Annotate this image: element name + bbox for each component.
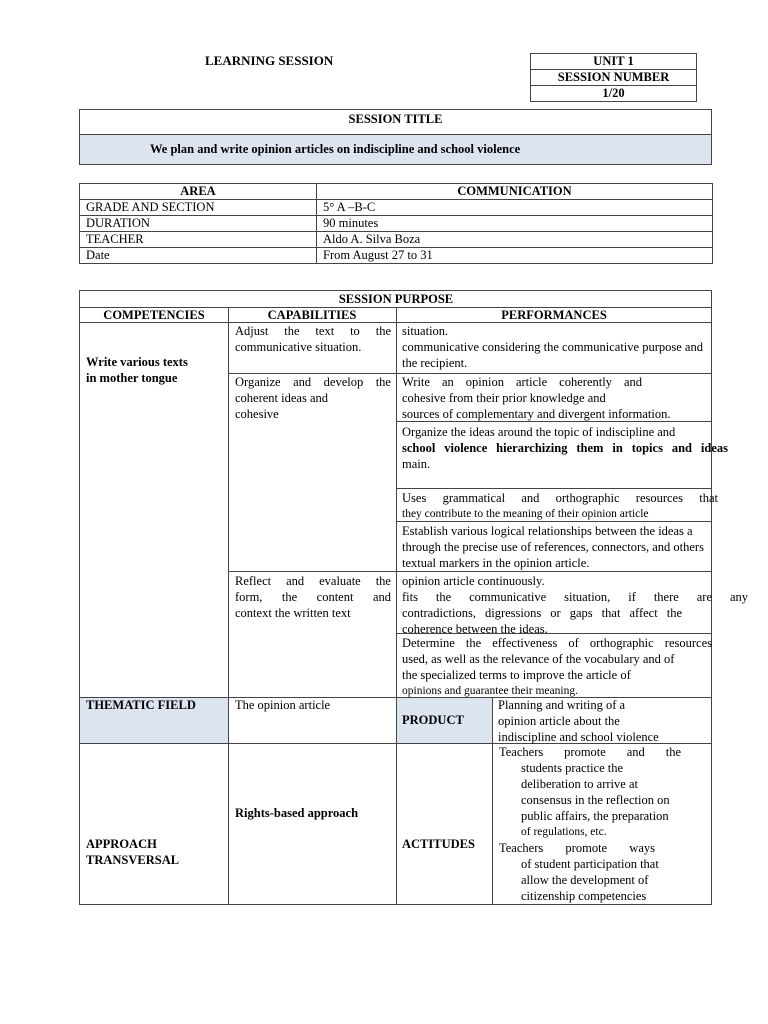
info-row-label: GRADE AND SECTION [80, 200, 317, 216]
thematic-field-value: The opinion article [235, 698, 331, 712]
capability-1: Adjust the text to the communicative situation. [235, 324, 391, 354]
performance-5: Establish various logical relationships between the ideas a through the precise use of references, connectors, and others textual markers in the opinion article. [402, 524, 704, 570]
performance-1: situation. communicative considering the communicative purpose and the recipient. [402, 324, 703, 370]
attitudes-1: Teachers promote and the students practice the deliberation to arrive at consensus in the reflection on public affairs, the preparation of regulations, etc. [499, 745, 681, 838]
session-title: We plan and write opinion articles on indiscipline and school violence [80, 135, 712, 165]
info-row-value: From August 27 to 31 [317, 248, 713, 264]
document-title: LEARNING SESSION [205, 53, 334, 68]
unit-label: UNIT 1 [531, 54, 697, 70]
session-info-table [79, 183, 713, 264]
session-title-table [79, 109, 712, 165]
info-row-label: Date [80, 248, 317, 264]
info-row-value: Aldo A. Silva Boza [317, 232, 713, 248]
col-competencies: COMPETENCIES [103, 308, 205, 322]
performance-7: Determine the effectiveness of orthographic resources used, as well as the relevance of the vocabulary and of the specialized terms to improve the article of opinions and guarantee their meaning. [402, 636, 712, 697]
competency-text: Write various texts in mother tongue [86, 355, 188, 385]
attitudes-2: Teachers promote ways of student participation that allow the development of citizenship competencies [499, 841, 659, 903]
thematic-field-label: THEMATIC FIELD [86, 698, 196, 712]
product-label: PRODUCT [402, 713, 464, 727]
session-title-label: SESSION TITLE [80, 110, 712, 135]
info-row-label: TEACHER [80, 232, 317, 248]
info-row-value: 5° A –B-C [317, 200, 713, 216]
area-label: AREA [80, 184, 317, 200]
capability-3: Reflect and evaluate the form, the content and context the written text [235, 574, 391, 620]
session-number-label: SESSION NUMBER [531, 70, 697, 86]
approach-label: APPROACH TRANSVERSAL [86, 837, 180, 867]
performance-2: Write an opinion article coherently and cohesive from their prior knowledge and sources of complementary and divergent information. [402, 375, 671, 421]
col-capabilities: CAPABILITIES [267, 308, 357, 322]
col-performances: PERFORMANCES [501, 308, 607, 322]
info-row-value: 90 minutes [317, 216, 713, 232]
purpose-title: SESSION PURPOSE [338, 292, 454, 306]
session-purpose-table [79, 290, 748, 905]
info-row-label: DURATION [80, 216, 317, 232]
performance-6: opinion article continuously. fits the communicative situation, if there are any contradictions, digressions or gaps that affect the coherence between the ideas. [402, 574, 748, 636]
product-value: Planning and writing of a opinion article about the indiscipline and school violence [498, 698, 659, 744]
area-value: COMMUNICATION [317, 184, 713, 200]
performance-3: Organize the ideas around the topic of indiscipline and school violence hierarchizing them in topics and ideas main. [402, 425, 728, 471]
session-number-value: 1/20 [531, 86, 697, 102]
unit-table [530, 53, 697, 102]
attitudes-label: ACTITUDES [402, 837, 475, 851]
approach-value: Rights-based approach [235, 806, 359, 820]
performance-4: Uses grammatical and orthographic resources that they contribute to the meaning of their opinion article [402, 491, 718, 520]
capability-2: Organize and develop the coherent ideas and cohesive [235, 375, 391, 421]
